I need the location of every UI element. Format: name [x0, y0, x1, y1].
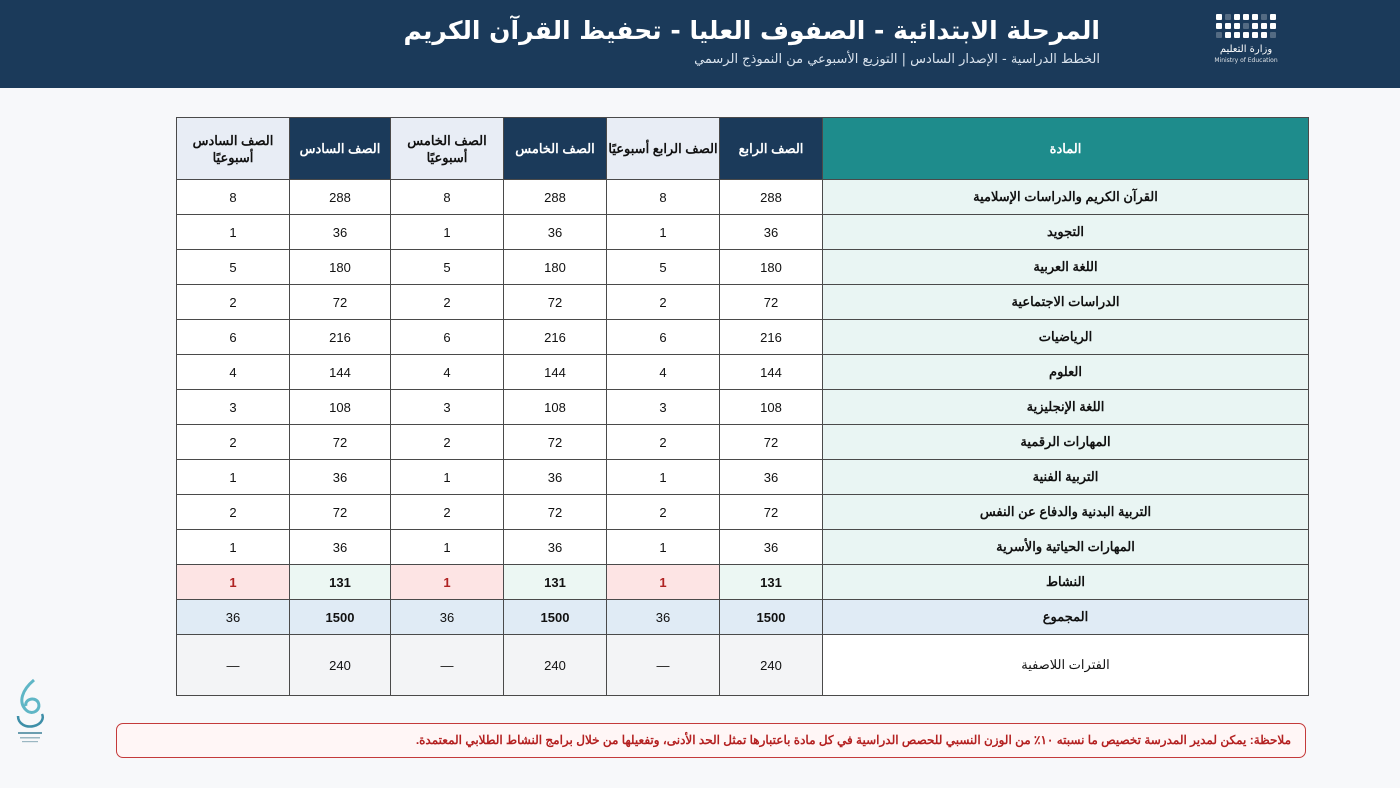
grade5-cell: 180 — [504, 250, 607, 285]
grade4-cell: 240 — [720, 635, 823, 696]
subject-cell: اللغة الإنجليزية — [823, 390, 1309, 425]
grade6-weekly-cell: 3 — [177, 390, 290, 425]
col-header-grade6: الصف السادس — [290, 118, 391, 180]
grade5-cell: 131 — [504, 565, 607, 600]
grade4-weekly-cell: 8 — [607, 180, 720, 215]
grade5-weekly-cell: 1 — [391, 215, 504, 250]
grade6-weekly-cell: 2 — [177, 425, 290, 460]
grade5-weekly-cell: 2 — [391, 495, 504, 530]
grade5-cell: 72 — [504, 425, 607, 460]
table-row — [177, 425, 1309, 460]
grade6-cell: 240 — [290, 635, 391, 696]
grade5-weekly-cell: 1 — [391, 530, 504, 565]
subject-cell: القرآن الكريم والدراسات الإسلامية — [823, 180, 1309, 215]
logo-arabic-text: وزارة التعليم — [1219, 44, 1273, 55]
grade4-cell: 36 — [720, 215, 823, 250]
grade4-weekly-cell: 2 — [607, 495, 720, 530]
grade6-cell: 72 — [290, 425, 391, 460]
grade6-cell: 72 — [290, 285, 391, 320]
grade5-cell: 216 — [504, 320, 607, 355]
grade5-weekly-cell: 4 — [391, 355, 504, 390]
table-row — [177, 495, 1309, 530]
table-row — [177, 320, 1309, 355]
curriculum-table — [176, 117, 1309, 696]
extracurricular-row — [177, 635, 1309, 696]
grade5-weekly-cell: 2 — [391, 425, 504, 460]
subject-cell: الدراسات الاجتماعية — [823, 285, 1309, 320]
grade6-cell: 288 — [290, 180, 391, 215]
grade5-cell: 72 — [504, 495, 607, 530]
activity-row — [177, 565, 1309, 600]
grade5-cell: 36 — [504, 460, 607, 495]
grade4-cell: 108 — [720, 390, 823, 425]
grade4-cell: 144 — [720, 355, 823, 390]
grade6-weekly-cell: 5 — [177, 250, 290, 285]
table-header-row — [177, 118, 1309, 180]
grade4-weekly-cell: 6 — [607, 320, 720, 355]
col-header-grade5: الصف الخامس — [504, 118, 607, 180]
grade6-weekly-cell: 6 — [177, 320, 290, 355]
grade6-weekly-cell: 8 — [177, 180, 290, 215]
grade5-weekly-cell: 1 — [391, 565, 504, 600]
grade5-weekly-cell: 8 — [391, 180, 504, 215]
table-row — [177, 355, 1309, 390]
grade6-weekly-cell: 1 — [177, 565, 290, 600]
grade5-weekly-cell: 2 — [391, 285, 504, 320]
grade6-weekly-cell: 2 — [177, 495, 290, 530]
grade6-cell: 131 — [290, 565, 391, 600]
side-brand-logo — [12, 676, 48, 744]
col-header-grade4-weekly: الصف الرابع أسبوعيًا — [607, 118, 720, 180]
subject-cell: النشاط — [823, 565, 1309, 600]
grade4-cell: 288 — [720, 180, 823, 215]
grade4-weekly-cell: 3 — [607, 390, 720, 425]
grade5-cell: 36 — [504, 215, 607, 250]
grade6-weekly-cell: 2 — [177, 285, 290, 320]
grade5-cell: 72 — [504, 285, 607, 320]
logo-dots-icon — [1204, 14, 1288, 38]
page-header — [0, 0, 1400, 88]
subject-cell: المهارات الرقمية — [823, 425, 1309, 460]
col-header-grade4: الصف الرابع — [720, 118, 823, 180]
note-box — [116, 723, 1306, 758]
table-row — [177, 215, 1309, 250]
grade6-weekly-cell: 1 — [177, 215, 290, 250]
grade5-cell: 1500 — [504, 600, 607, 635]
grade5-weekly-cell: 36 — [391, 600, 504, 635]
grade6-cell: 36 — [290, 460, 391, 495]
total-row — [177, 600, 1309, 635]
grade4-weekly-cell: 2 — [607, 425, 720, 460]
subject-cell: المهارات الحياتية والأسرية — [823, 530, 1309, 565]
grade4-weekly-cell: 1 — [607, 565, 720, 600]
subject-cell: التجويد — [823, 215, 1309, 250]
logo-english-text: Ministry of Education — [1214, 57, 1278, 64]
grade4-cell: 72 — [720, 425, 823, 460]
subject-cell: اللغة العربية — [823, 250, 1309, 285]
grade6-cell: 36 — [290, 215, 391, 250]
grade4-weekly-cell: — — [607, 635, 720, 696]
grade4-cell: 72 — [720, 495, 823, 530]
grade4-weekly-cell: 1 — [607, 460, 720, 495]
grade4-weekly-cell: 2 — [607, 285, 720, 320]
grade5-cell: 240 — [504, 635, 607, 696]
ministry-logo — [1204, 14, 1288, 72]
page-title: المرحلة الابتدائية - الصفوف العليا - تحفيظ القرآن الكريم — [403, 16, 1100, 45]
grade6-weekly-cell: 36 — [177, 600, 290, 635]
grade5-weekly-cell: — — [391, 635, 504, 696]
grade6-cell: 144 — [290, 355, 391, 390]
grade4-cell: 180 — [720, 250, 823, 285]
subject-cell: الرياضيات — [823, 320, 1309, 355]
table-row — [177, 250, 1309, 285]
subject-cell: التربية الفنية — [823, 460, 1309, 495]
subject-cell: الفترات اللاصفية — [823, 635, 1309, 696]
grade4-cell: 72 — [720, 285, 823, 320]
table-row — [177, 460, 1309, 495]
grade4-cell: 36 — [720, 460, 823, 495]
grade4-cell: 36 — [720, 530, 823, 565]
col-header-grade6-weekly: الصف السادس أسبوعيًا — [177, 118, 290, 180]
grade6-cell: 1500 — [290, 600, 391, 635]
grade5-weekly-cell: 1 — [391, 460, 504, 495]
grade5-cell: 108 — [504, 390, 607, 425]
grade4-weekly-cell: 4 — [607, 355, 720, 390]
grade4-cell: 1500 — [720, 600, 823, 635]
grade4-weekly-cell: 36 — [607, 600, 720, 635]
grade4-weekly-cell: 1 — [607, 215, 720, 250]
grade6-cell: 180 — [290, 250, 391, 285]
grade6-cell: 72 — [290, 495, 391, 530]
grade6-weekly-cell: — — [177, 635, 290, 696]
table-row — [177, 180, 1309, 215]
grade6-cell: 216 — [290, 320, 391, 355]
grade6-cell: 36 — [290, 530, 391, 565]
table-row — [177, 390, 1309, 425]
grade4-weekly-cell: 1 — [607, 530, 720, 565]
grade5-weekly-cell: 6 — [391, 320, 504, 355]
grade6-weekly-cell: 1 — [177, 530, 290, 565]
subject-cell: المجموع — [823, 600, 1309, 635]
table-row — [177, 530, 1309, 565]
grade6-weekly-cell: 1 — [177, 460, 290, 495]
col-header-subject: المادة — [823, 118, 1309, 180]
grade4-weekly-cell: 5 — [607, 250, 720, 285]
col-header-grade5-weekly: الصف الخامس أسبوعيًا — [391, 118, 504, 180]
grade6-weekly-cell: 4 — [177, 355, 290, 390]
subject-cell: التربية البدنية والدفاع عن النفس — [823, 495, 1309, 530]
grade4-cell: 216 — [720, 320, 823, 355]
subject-cell: العلوم — [823, 355, 1309, 390]
grade5-weekly-cell: 5 — [391, 250, 504, 285]
page-subtitle: الخطط الدراسية - الإصدار السادس | التوزيع الأسبوعي من النموذج الرسمي — [694, 52, 1100, 67]
grade5-cell: 288 — [504, 180, 607, 215]
table-row — [177, 285, 1309, 320]
grade5-weekly-cell: 3 — [391, 390, 504, 425]
grade4-cell: 131 — [720, 565, 823, 600]
grade5-cell: 144 — [504, 355, 607, 390]
note-text: ملاحظة: يمكن لمدير المدرسة تخصيص ما نسبته ١٠٪ من الوزن النسبي للحصص الدراسية في كل مادة باعتبارها تمثل الحد الأدنى، وتفعيلها من خلال برامج النشاط الطلابي المعتمدة. — [415, 733, 1291, 747]
grade6-cell: 108 — [290, 390, 391, 425]
grade5-cell: 36 — [504, 530, 607, 565]
